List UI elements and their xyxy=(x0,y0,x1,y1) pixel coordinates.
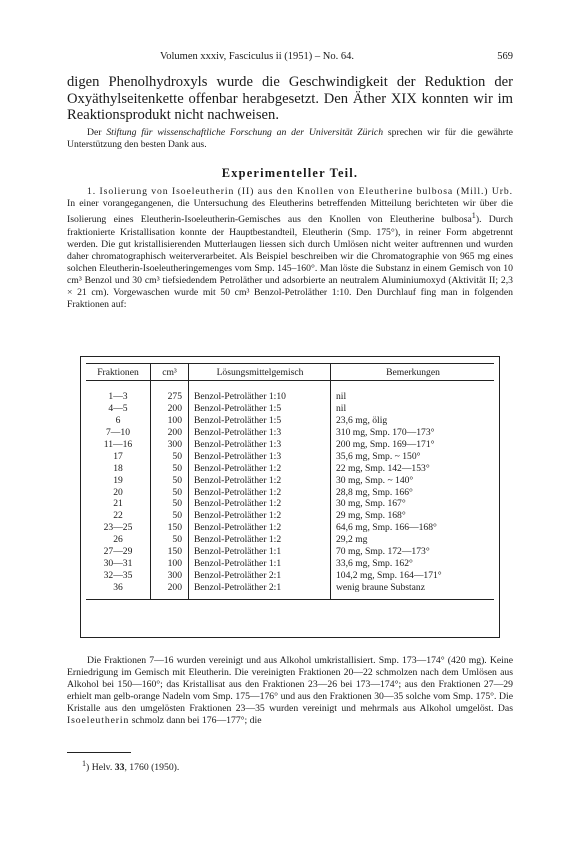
cell-solvent: Benzol-Petroläther 1:3 xyxy=(189,450,331,462)
footnote-text: ) Helv. xyxy=(86,762,115,774)
paragraph-isolation xyxy=(67,186,513,311)
cell-fraktion: 18 xyxy=(86,462,151,474)
cell-volume: 50 xyxy=(151,498,189,510)
cell-volume: 275 xyxy=(151,391,189,403)
table-row xyxy=(86,581,494,593)
cell-volume: 50 xyxy=(151,450,189,462)
journal-info: Volumen xxxiv, Fasciculus ii (1951) – No. 64. xyxy=(160,51,354,62)
ack-organization: Stiftung für wissenschaftliche Forschung an der Universität Zürich xyxy=(106,127,384,138)
results-text: Die Fraktionen 7—16 wurden vereinigt und aus Alkohol umkristallisiert. Smp. 173—174° (420 mg). Keine Erniedrigung im Gemisch mit Eleutherin. Die vereinigten Fraktionen 20—22 schmolzen nach dem Umlösen aus Alkohol bei 150—160°; das Kristallisat aus den Fraktionen 23—26 bei 173—174°; aus den Fraktionen 27—29 erhielt man gelb-orange Nadeln vom Smp. 175—176° und aus den Fraktionen 30—35 solche vom Smp. 175°. Die Kristalle aus den umgelösten Fraktionen 23—35 wurden vereinigt und mehrmals aus Alkohol umgelöst. Das xyxy=(67,655,513,715)
cell-remark: 33,6 mg, Smp. 162° xyxy=(336,557,413,569)
page-number: 569 xyxy=(497,51,513,62)
cell-solvent: Benzol-Petroläther 1:2 xyxy=(189,510,331,522)
paragraph-results xyxy=(67,655,513,728)
cell-volume: 300 xyxy=(151,569,189,581)
cell-fraktion: 36 xyxy=(86,581,151,593)
compound-name: Isoeleutherin xyxy=(67,715,130,727)
cell-fraktion: 32—35 xyxy=(86,569,151,581)
ack-pre: Der xyxy=(87,127,107,138)
cell-fraktion: 27—29 xyxy=(86,546,151,558)
cell-fraktion: 22 xyxy=(86,510,151,522)
cell-solvent: Benzol-Petroläther 1:2 xyxy=(189,474,331,486)
table-row xyxy=(86,510,494,522)
results-text-cont: schmolz dann bei 176—177°; die xyxy=(129,715,262,727)
footnote xyxy=(82,759,179,773)
table-row xyxy=(86,557,494,569)
cell-fraktion: 4—5 xyxy=(86,403,151,415)
cell-remark: 200 mg, Smp. 169—171° xyxy=(336,439,435,450)
cell-remark: nil xyxy=(336,403,347,415)
table-row xyxy=(86,474,494,486)
cell-remark: 29 mg, Smp. 168° xyxy=(336,510,406,522)
footnote-ref: 1 xyxy=(471,211,476,221)
table-frame xyxy=(80,356,500,638)
cell-fraktion: 30—31 xyxy=(86,557,151,569)
footnote-rest: , 1760 (1950). xyxy=(124,762,180,774)
cell-solvent: Benzol-Petroläther 2:1 xyxy=(189,581,331,593)
cell-volume: 200 xyxy=(151,581,189,593)
cell-fraktion: 11—16 xyxy=(86,439,151,451)
cell-remark: 104,2 mg, Smp. 164—171° xyxy=(336,569,442,581)
table-row xyxy=(86,391,494,403)
cell-volume: 150 xyxy=(151,546,189,558)
cell-volume: 50 xyxy=(151,462,189,474)
cell-solvent: Benzol-Petroläther 1:2 xyxy=(189,522,331,534)
cell-volume: 300 xyxy=(151,439,189,451)
footnote-rule xyxy=(67,752,131,753)
cell-remark: 30 mg, Smp. ~ 140° xyxy=(336,474,414,486)
cell-remark: 70 mg, Smp. 172—173° xyxy=(336,546,430,558)
table-header-row xyxy=(86,364,494,381)
cell-fraktion: 21 xyxy=(86,498,151,510)
cell-solvent: Benzol-Petroläther 1:1 xyxy=(189,557,331,569)
cell-remark: 23,6 mg, ölig xyxy=(336,415,388,427)
cell-remark: 28,8 mg, Smp. 166° xyxy=(336,486,413,498)
cell-volume: 50 xyxy=(151,534,189,546)
cell-solvent: Benzol-Petroläther 2:1 xyxy=(189,569,331,581)
table-row xyxy=(86,450,494,462)
cell-solvent: Benzol-Petroläther 1:1 xyxy=(189,546,331,558)
paragraph-title: 1. Isolierung von Isoeleutherin (II) aus den Knollen von Eleutherine bulbosa (Mill.) Urb. xyxy=(87,186,513,197)
table-row xyxy=(86,415,494,427)
cell-solvent: Benzol-Petroläther 1:5 xyxy=(189,403,331,415)
cell-volume: 100 xyxy=(151,557,189,569)
header-fraktionen: Fraktionen xyxy=(86,364,151,381)
table-row xyxy=(86,522,494,534)
footnote-volume: 33 xyxy=(114,762,125,774)
ack-post: sprechen wir für die gewährte Unterstützung den besten Dank aus. xyxy=(67,127,513,150)
cell-volume: 150 xyxy=(151,522,189,534)
section-heading: Experimenteller Teil. xyxy=(221,166,359,180)
table-row xyxy=(86,546,494,558)
cell-solvent: Benzol-Petroläther 1:5 xyxy=(189,415,331,427)
table-row xyxy=(86,427,494,439)
table-spacer xyxy=(86,381,494,392)
intro-paragraph: digen Phenolhydroxyls wurde die Geschwindigkeit der Reduktion der Oxyäthylseitenkette offenbar herabgesetzt. Den Äther XIX konnten wir im Reaktionsprodukt nicht nachweisen. xyxy=(67,74,513,124)
cell-solvent: Benzol-Petroläther 1:3 xyxy=(189,427,331,439)
cell-remark: 35,6 mg, Smp. ~ 150° xyxy=(336,450,421,462)
header-bemerkungen: Bemerkungen xyxy=(331,364,495,381)
cell-remark: 29,2 mg xyxy=(336,534,368,546)
table-row xyxy=(86,403,494,415)
header-cm3: cm³ xyxy=(151,364,189,381)
cell-remark: 30 mg, Smp. 167° xyxy=(336,498,406,510)
acknowledgement xyxy=(67,127,513,151)
cell-fraktion: 23—25 xyxy=(86,522,151,534)
table-row xyxy=(86,498,494,510)
cell-fraktion: 19 xyxy=(86,474,151,486)
table-spacer xyxy=(86,593,494,600)
cell-remark: 22 mg, Smp. 142—153° xyxy=(336,462,430,474)
table-row xyxy=(86,534,494,546)
cell-solvent: Benzol-Petroläther 1:2 xyxy=(189,462,331,474)
cell-fraktion: 17 xyxy=(86,450,151,462)
cell-volume: 50 xyxy=(151,486,189,498)
table-row xyxy=(86,462,494,474)
cell-fraktion: 20 xyxy=(86,486,151,498)
cell-fraktion: 6 xyxy=(86,415,151,427)
cell-remark: wenig braune Substanz xyxy=(336,581,425,593)
cell-fraktion: 26 xyxy=(86,534,151,546)
footnote-mark: 1 xyxy=(82,759,87,768)
cell-volume: 200 xyxy=(151,403,189,415)
table-row xyxy=(86,486,494,498)
cell-remark: 310 mg, Smp. 170—173° xyxy=(336,427,435,439)
cell-remark: 64,6 mg, Smp. 166—168° xyxy=(336,522,437,534)
cell-solvent: Benzol-Petroläther 1:3 xyxy=(189,439,331,451)
cell-volume: 200 xyxy=(151,427,189,439)
cell-solvent: Benzol-Petroläther 1:2 xyxy=(189,486,331,498)
cell-fraktion: 7—10 xyxy=(86,427,151,439)
cell-solvent: Benzol-Petroläther 1:10 xyxy=(189,391,331,403)
cell-remark: nil xyxy=(336,391,347,403)
paragraph-text: In einer vorangegangenen, die Untersuchung des Eleutherins betreffenden Mitteilung berichteten wir über die Isolierung eines Eleutherin-Isoeleutherin-Gemisches aus den Knollen von Eleutherine bulbosa xyxy=(67,198,513,226)
paragraph-text-cont: ). Durch fraktionierte Kristallisation konnte der Hauptbestandteil, Eleutherin (Smp. 175°), in reiner Form abgetrennt werden. Die gut kristallisierenden Mutterlaugen liessen sich durch Umlösen nicht weiter auftrennen und wurden daher chromatographisch weiterverarbeitet. Als Beispiel beschreiben wir die Chromatographie von 965 mg eines solchen Eleutherin-Isoeleutheringemenges vom Smp. 145–160°. Man löste die Substanz in einem Gemisch von 10 cm³ Benzol und 30 cm³ tiefsiedendem Petroläther und adsorbierte an neutralem Aluminiumoxyd (Aktivität II; 2,3 × 21 cm). Vorgewaschen wurde mit 50 cm³ Benzol-Petroläther 1:10. Den Durchlauf fing man in folgenden Fraktionen auf: xyxy=(67,214,513,311)
fractions-table xyxy=(86,363,494,600)
cell-solvent: Benzol-Petroläther 1:2 xyxy=(189,534,331,546)
cell-solvent: Benzol-Petroläther 1:2 xyxy=(189,498,331,510)
cell-fraktion: 1—3 xyxy=(86,391,151,403)
cell-volume: 50 xyxy=(151,510,189,522)
table-row xyxy=(86,439,494,451)
header-loesungsmittel: Lösungsmittelgemisch xyxy=(189,364,331,381)
table-row xyxy=(86,569,494,581)
cell-volume: 100 xyxy=(151,415,189,427)
cell-volume: 50 xyxy=(151,474,189,486)
